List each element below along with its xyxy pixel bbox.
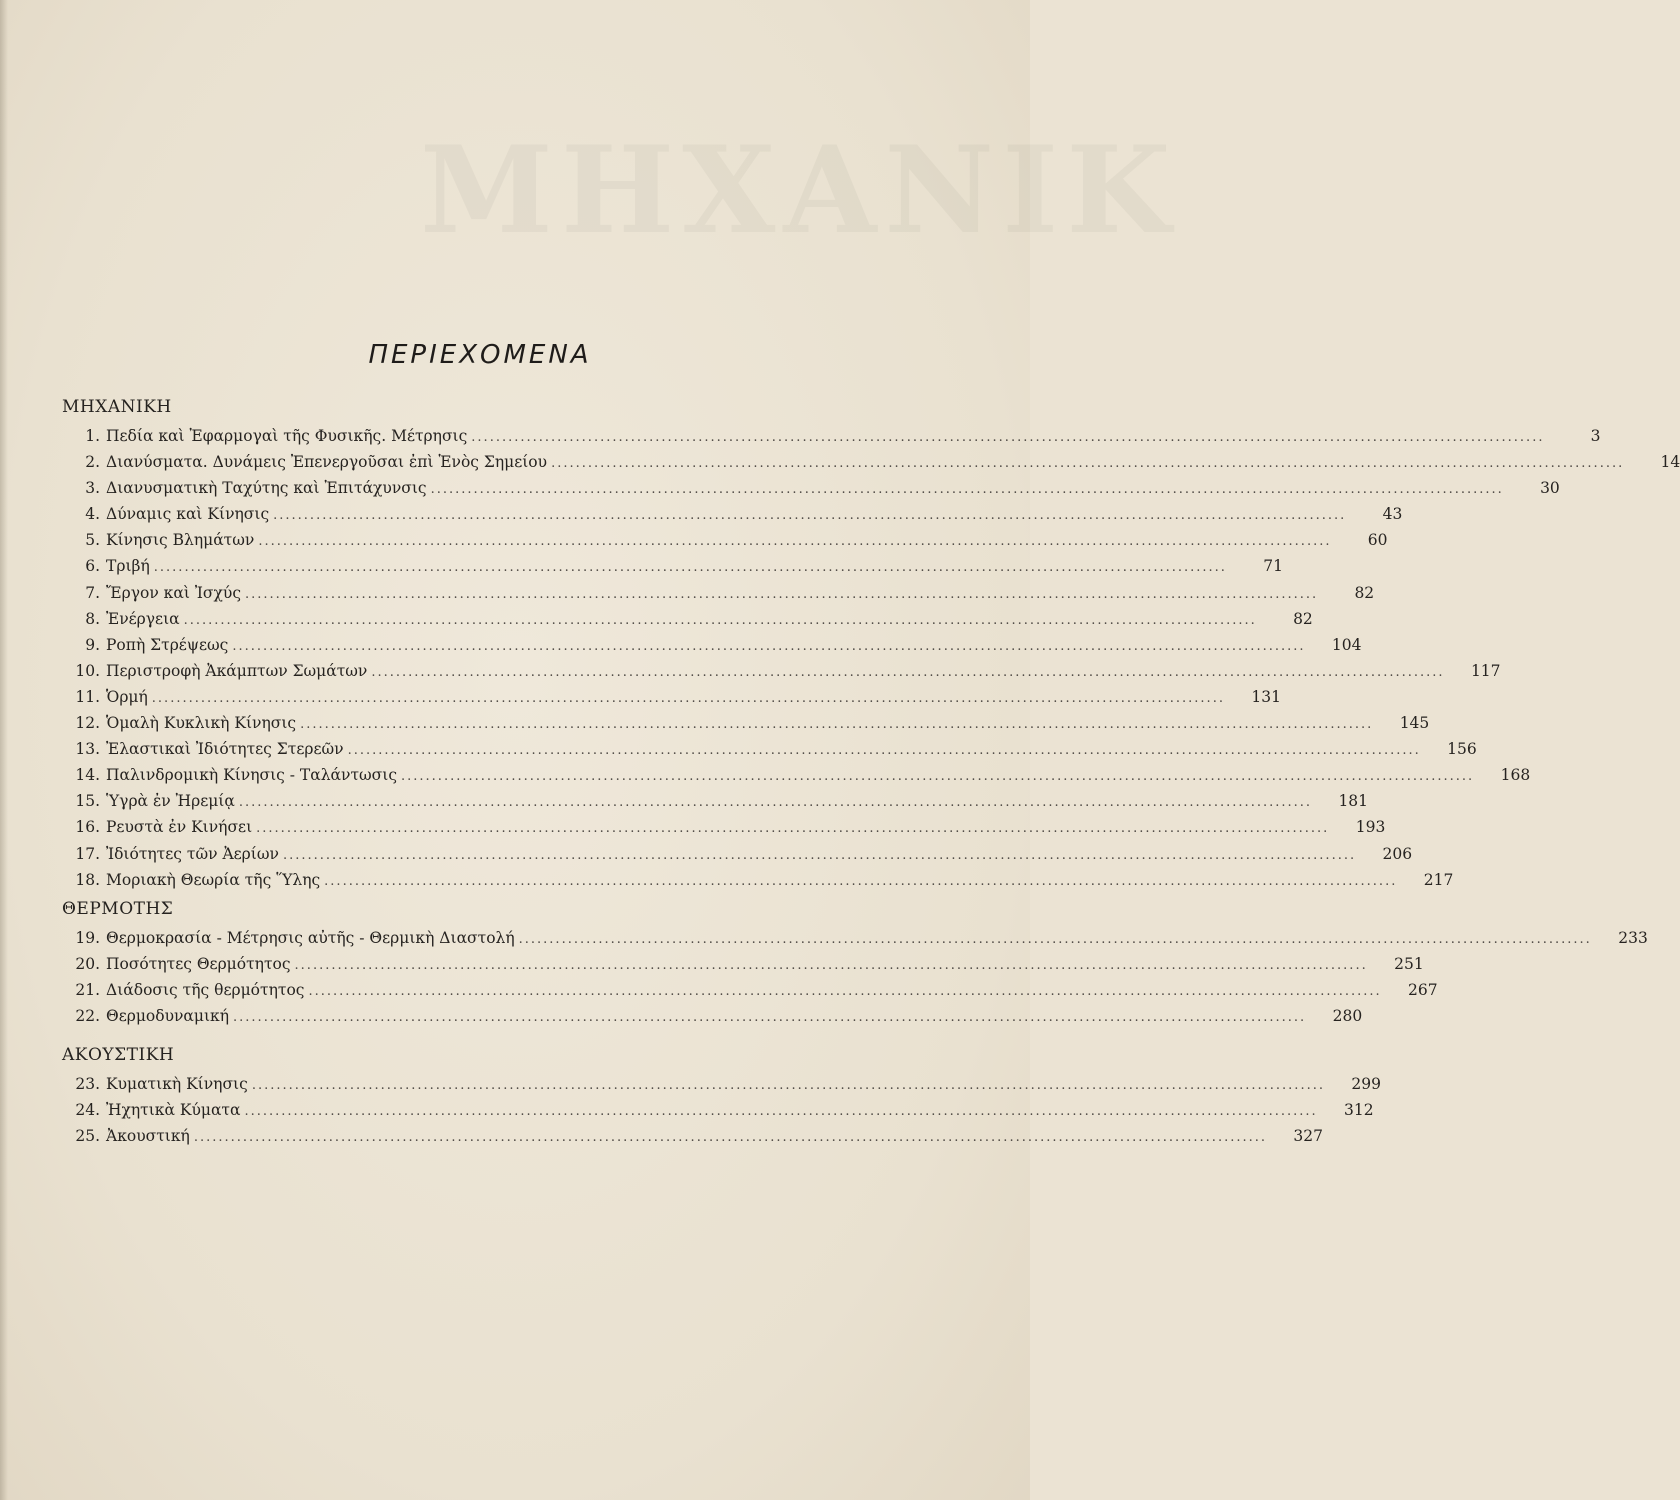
entry-title: Διανυσματικὴ Ταχύτης καὶ Ἐπιτάχυνσις xyxy=(106,479,427,498)
dot-leader xyxy=(519,932,1592,947)
toc-entry xyxy=(62,583,1375,610)
entry-page-number: 43 xyxy=(1382,505,1403,524)
entry-page-number: 233 xyxy=(1618,929,1648,947)
entry-title: Κυματικὴ Κίνησις xyxy=(106,1075,248,1093)
toc-entry xyxy=(62,955,1424,981)
entry-number: 11. xyxy=(75,687,100,706)
section-acoustics xyxy=(62,1045,1381,1153)
entry-title: Περιστροφὴ Ἀκάμπτων Σωμάτων xyxy=(106,661,368,680)
entry-number: 4. xyxy=(85,505,100,524)
entry-title: Ἰδιότητες τῶν Ἀερίων xyxy=(106,844,279,863)
entry-number: 16. xyxy=(75,818,100,837)
toc-entry xyxy=(62,766,1531,792)
entry-list xyxy=(62,427,1680,897)
entry-title: Ἐνέργεια xyxy=(106,609,180,628)
entry-number: 14. xyxy=(75,766,100,785)
dot-leader xyxy=(300,717,1373,732)
entry-title: Διάδοσις τῆς θερμότητος xyxy=(106,981,305,1000)
entry-page-number: 181 xyxy=(1338,792,1369,811)
entry-title: Θερμοκρασία - Μέτρησις αὐτῆς - Θερμικὴ Διαστολή xyxy=(106,929,515,947)
entry-number: 3. xyxy=(85,479,100,498)
entry-title: Ροπὴ Στρέψεως xyxy=(106,635,229,654)
section-heat xyxy=(62,899,1648,1033)
dot-leader xyxy=(154,560,1227,575)
entry-page-number: 267 xyxy=(1408,981,1438,1000)
entry-page-number: 193 xyxy=(1355,818,1386,837)
entry-title: Ἠχητικὰ Κύματα xyxy=(106,1101,241,1120)
entry-number: 15. xyxy=(75,792,100,811)
entry-title: Ὁμαλὴ Κυκλικὴ Κίνησις xyxy=(106,714,297,733)
entry-title: Ἐλαστικαὶ Ἰδιότητες Στερεῶν xyxy=(106,740,344,759)
toc-entry xyxy=(62,981,1438,1007)
entry-page-number: 82 xyxy=(1354,583,1375,602)
entry-number: 5. xyxy=(85,531,100,550)
dot-leader xyxy=(471,430,1544,445)
entry-title: Παλινδρομικὴ Κίνησις - Ταλάντωσις xyxy=(106,766,398,785)
entry-number: 7. xyxy=(85,583,100,602)
entry-title: Θερμοδυναμική xyxy=(106,1007,230,1026)
entry-number: 22. xyxy=(75,1007,100,1026)
entry-number: 21. xyxy=(75,981,100,1000)
entry-title: Πεδία καὶ Ἐφαρμογαὶ τῆς Φυσικῆς. Μέτρησις xyxy=(106,427,468,445)
dot-leader xyxy=(244,1104,1317,1119)
dot-leader xyxy=(431,482,1504,497)
dot-leader xyxy=(233,1010,1306,1025)
entry-page-number: 145 xyxy=(1399,714,1430,733)
entry-number: 24. xyxy=(75,1101,100,1120)
entry-number: 2. xyxy=(85,453,100,472)
entry-page-number: 30 xyxy=(1540,479,1560,498)
entry-title: Ποσότητες Θερμότητος xyxy=(106,955,291,974)
entry-number: 18. xyxy=(75,870,100,889)
toc-entry xyxy=(62,792,1369,818)
dot-leader xyxy=(245,587,1318,602)
toc-entry xyxy=(62,740,1477,766)
entry-page-number: 60 xyxy=(1367,531,1388,550)
dot-leader xyxy=(256,821,1329,836)
toc-entry xyxy=(62,427,1601,453)
dot-leader xyxy=(295,958,1368,973)
dot-leader xyxy=(401,769,1474,784)
entry-number: 13. xyxy=(75,740,100,759)
dot-leader xyxy=(324,874,1397,889)
toc-entry xyxy=(62,661,1501,688)
dot-leader xyxy=(184,613,1257,628)
entry-page-number: 117 xyxy=(1470,661,1501,680)
entry-number: 1. xyxy=(85,427,100,445)
entry-number: 6. xyxy=(85,557,100,576)
show-through-ghost-text: ΜΗΧΑΝΙΚ xyxy=(420,120,1179,261)
dot-leader xyxy=(371,665,1444,680)
entry-title: Κίνησις Βλημάτων xyxy=(106,531,255,550)
entry-number: 25. xyxy=(75,1127,100,1146)
entry-title: Ὁρμή xyxy=(106,687,148,706)
entry-page-number: 104 xyxy=(1331,635,1362,654)
toc-entry xyxy=(62,1127,1324,1153)
section-heading: ΑΚΟΥΣΤΙΚΗ xyxy=(62,1045,175,1065)
dot-leader xyxy=(252,1078,1325,1093)
toc-entry xyxy=(62,714,1430,740)
toc-entry xyxy=(62,870,1454,897)
toc-entry xyxy=(62,531,1388,557)
dot-leader xyxy=(152,691,1225,706)
entry-page-number: 206 xyxy=(1382,844,1413,863)
entry-page-number: 131 xyxy=(1251,687,1281,706)
entry-page-number: 71 xyxy=(1263,557,1283,576)
entry-number: 8. xyxy=(85,609,100,628)
entry-page-number: 156 xyxy=(1447,740,1477,759)
toc-entry xyxy=(62,1101,1374,1127)
toc-entry xyxy=(62,479,1560,505)
toc-entry xyxy=(62,453,1680,479)
entry-number: 20. xyxy=(75,955,100,974)
toc-entry xyxy=(62,1007,1363,1033)
entry-number: 10. xyxy=(75,661,100,680)
entry-page-number: 280 xyxy=(1332,1007,1363,1026)
entry-number: 12. xyxy=(75,714,100,733)
page-edge-shadow xyxy=(0,0,8,1500)
entry-page-number: 312 xyxy=(1344,1101,1374,1120)
entry-title: Ἔργον καὶ Ἰσχύς xyxy=(106,583,241,602)
entry-page-number: 14 xyxy=(1660,453,1680,472)
toc-entry xyxy=(62,818,1386,844)
entry-title: Μοριακὴ Θεωρία τῆς Ὕλης xyxy=(106,870,321,889)
entry-title: Ἀκουστική xyxy=(106,1127,190,1146)
section-heading: ΜΗΧΑΝΙΚΗ xyxy=(62,397,172,417)
entry-title: Δύναμις καὶ Κίνησις xyxy=(106,505,270,524)
entry-page-number: 327 xyxy=(1293,1127,1324,1146)
entry-title: Διανύσματα. Δυνάμεις Ἐπενεργοῦσαι ἐπὶ Ἑνὸς Σημείου xyxy=(106,453,548,472)
dot-leader xyxy=(308,984,1381,999)
entry-number: 9. xyxy=(85,635,100,654)
entry-page-number: 217 xyxy=(1423,870,1454,889)
dot-leader xyxy=(258,534,1331,549)
page-title: ΠΕΡΙΕΧΟΜΕΝΑ xyxy=(368,340,592,370)
entry-title: Τριβή xyxy=(106,557,150,576)
entry-page-number: 299 xyxy=(1351,1075,1381,1093)
dot-leader xyxy=(232,639,1305,654)
entry-page-number: 251 xyxy=(1394,955,1424,974)
dot-leader xyxy=(194,1130,1267,1145)
toc-entry xyxy=(62,505,1403,531)
entry-page-number: 82 xyxy=(1293,609,1313,628)
entry-number: 19. xyxy=(75,929,100,947)
entry-number: 23. xyxy=(75,1075,100,1093)
entry-title: Ὑγρὰ ἐν Ἠρεμίᾳ xyxy=(106,792,235,811)
entry-page-number: 3 xyxy=(1590,427,1601,445)
toc-entry xyxy=(62,687,1281,714)
section-mechanics xyxy=(62,397,1680,897)
toc-entry xyxy=(62,609,1313,636)
section-heading: ΘΕΡΜΟΤΗΣ xyxy=(62,899,174,919)
toc-entry xyxy=(62,844,1413,871)
entry-title: Ρευστὰ ἐν Κινήσει xyxy=(106,818,253,837)
dot-leader xyxy=(283,848,1356,863)
dot-leader xyxy=(348,743,1421,758)
toc-entry xyxy=(62,929,1648,955)
entry-list xyxy=(62,1075,1381,1153)
entry-list xyxy=(62,929,1648,1033)
toc-entry xyxy=(62,557,1283,583)
dot-leader xyxy=(551,456,1624,471)
dot-leader xyxy=(239,795,1312,810)
entry-page-number: 168 xyxy=(1500,766,1531,785)
toc-entry xyxy=(62,635,1362,662)
entry-number: 17. xyxy=(75,844,100,863)
dot-leader xyxy=(273,508,1346,523)
toc-entry xyxy=(62,1075,1381,1101)
